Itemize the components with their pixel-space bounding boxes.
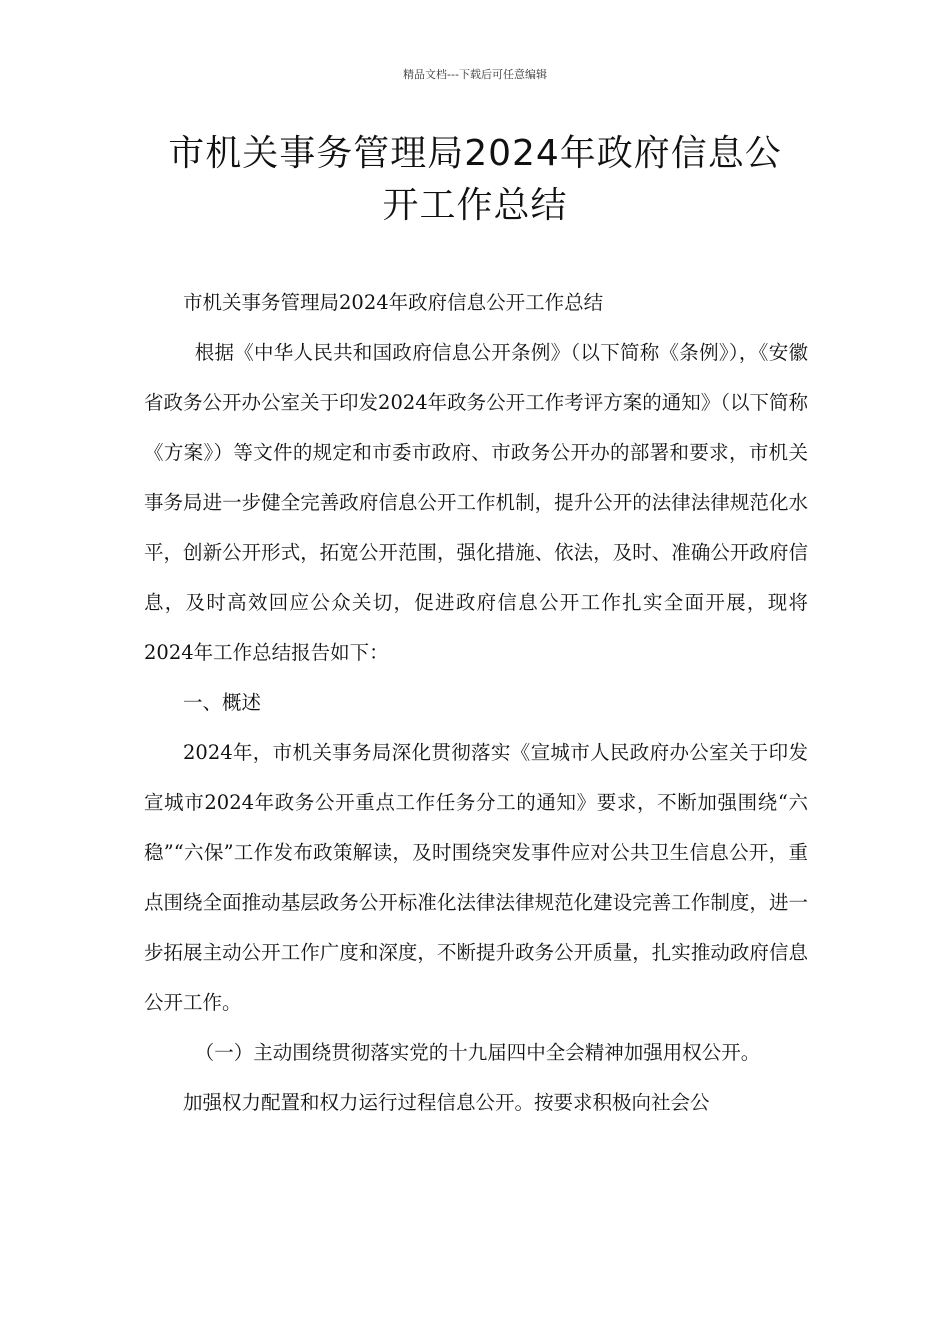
document-title xyxy=(120,128,830,232)
section-heading-overview: 一、概述 xyxy=(183,691,262,714)
paragraph-power-disclosure: 加强权力配置和权力运行过程信息公开。按要求积极向社会公 xyxy=(183,1091,710,1114)
paragraph-overview: 2024年，市机关事务局深化贯彻落实《宣城市人民政府办公室关于印发宣城市2024年政务公开重点工作任务分工的通知》要求，不断加强围绕“六稳”“六保”工作发布政策解读，及时围绕突发事件应对公共卫生信息公开，重点围绕全面推动基层政务公开标准化法律法律规范化建设完善工作制度，进一步拓展主动公开工作广度和深度，不断提升政务公开质量，扎实推动政府信息公开工作。 xyxy=(144,741,808,1014)
paragraph-subtitle: 市机关事务管理局2024年政府信息公开工作总结 xyxy=(183,291,604,314)
title-line-1: 市机关事务管理局2024年政府信息公 xyxy=(168,133,782,174)
subsection-heading-1: （一）主动围绕贯彻落实党的十九届四中全会精神加强用权公开。 xyxy=(194,1041,761,1064)
header-note: 精品文档---下载后可任意编辑 xyxy=(403,68,547,81)
document-body xyxy=(144,278,808,1128)
paragraph-intro: 根据《中华人民共和国政府信息公开条例》（以下简称《条例》），《安徽省政务公开办公室关于印发2024年政务公开工作考评方案的通知》（以下简称《方案》）等文件的规定和市委市政府、市政务公开办的部署和要求，市机关事务局进一步健全完善政府信息公开工作机制，提升公开的法律法律规范化水平，创新公开形式，拓宽公开范围，强化措施、依法，及时、准确公开政府信息，及时高效回应公众关切，促进政府信息公开工作扎实全面开展，现将2024年工作总结报告如下： xyxy=(144,341,808,664)
title-line-2: 开工作总结 xyxy=(382,185,568,226)
